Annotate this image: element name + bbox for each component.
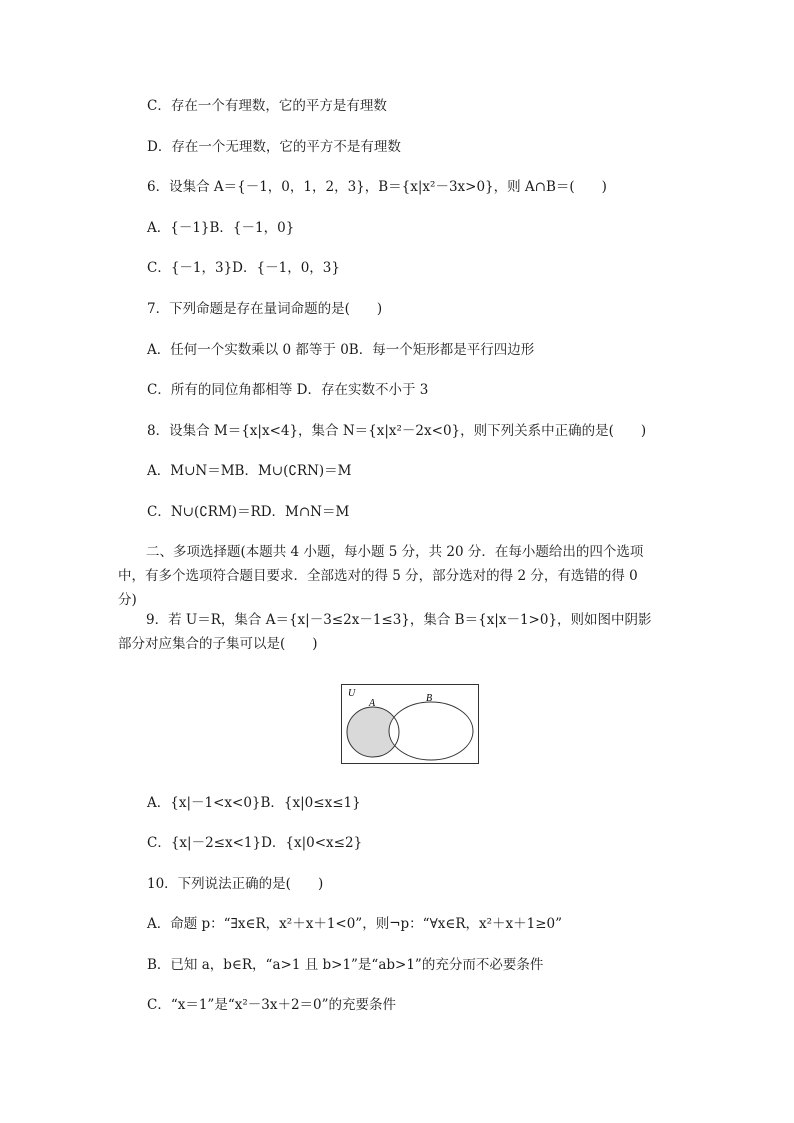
q5-option-c: C．存在一个有理数，它的平方是有理数 xyxy=(147,98,387,114)
q8-options-ab: A．M∪N＝MB．M∪(∁RN)＝M xyxy=(147,463,352,479)
q10-option-c: C．“x＝1”是“x²－3x＋2＝0”的充要条件 xyxy=(147,997,397,1013)
venn-diagram xyxy=(341,684,479,764)
q7-options-cd: C．所有的同位角都相等 D．存在实数不小于 3 xyxy=(147,382,429,398)
q6-options-cd: C．{－1，3}D．{－1，0，3} xyxy=(147,260,340,276)
q10-stem: 10．下列说法正确的是( ) xyxy=(147,876,324,892)
q10-option-a: A．命题 p：“∃x∈R，x²＋x＋1<0”，则¬p：“∀x∈R，x²＋x＋1≥0” xyxy=(147,916,563,932)
q8-options-cd: C．N∪(∁RM)＝RD．M∩N＝M xyxy=(147,504,350,520)
q8-stem: 8．设集合 M＝{x|x<4}，集合 N＝{x|x²－2x<0}，则下列关系中正确的是( ) xyxy=(147,423,647,439)
label-a: A xyxy=(369,698,376,709)
section-2-heading: 二、多项选择题(本题共 4 小题，每小题 5 分，共 20 分．在每小题给出的四个选项中，有多个选项符合题目要求．全部选对的得 5 分，部分选对的得 2 分，有选错的得 0 分) xyxy=(118,544,644,608)
q10-option-b: B．已知 a，b∈R，“a>1 且 b>1”是“ab>1”的充分而不必要条件 xyxy=(147,957,544,973)
q5-option-d: D．存在一个无理数，它的平方不是有理数 xyxy=(147,139,401,155)
q7-stem: 7．下列命题是存在量词命题的是( ) xyxy=(147,301,383,317)
q6-stem: 6．设集合 A＝{－1，0，1，2，3}，B＝{x|x²－3x>0}，则 A∩B＝( ) xyxy=(147,179,607,195)
q9-stem: 9．若 U＝R，集合 A＝{x|－3≤2x－1≤3}，集合 B＝{x|x－1>0}，则如图中阴影部分对应集合的子集可以是( ) xyxy=(118,612,652,652)
q9-options-cd: C．{x|－2≤x<1}D．{x|0<x≤2} xyxy=(147,835,363,851)
q9-options-ab: A．{x|－1<x<0}B．{x|0≤x≤1} xyxy=(147,795,361,811)
q6-options-ab: A．{－1}B．{－1，0} xyxy=(147,220,295,236)
label-u: U xyxy=(348,688,356,699)
q7-options-ab: A．任何一个实数乘以 0 都等于 0B．每一个矩形都是平行四边形 xyxy=(147,342,535,358)
label-b: B xyxy=(426,693,433,704)
